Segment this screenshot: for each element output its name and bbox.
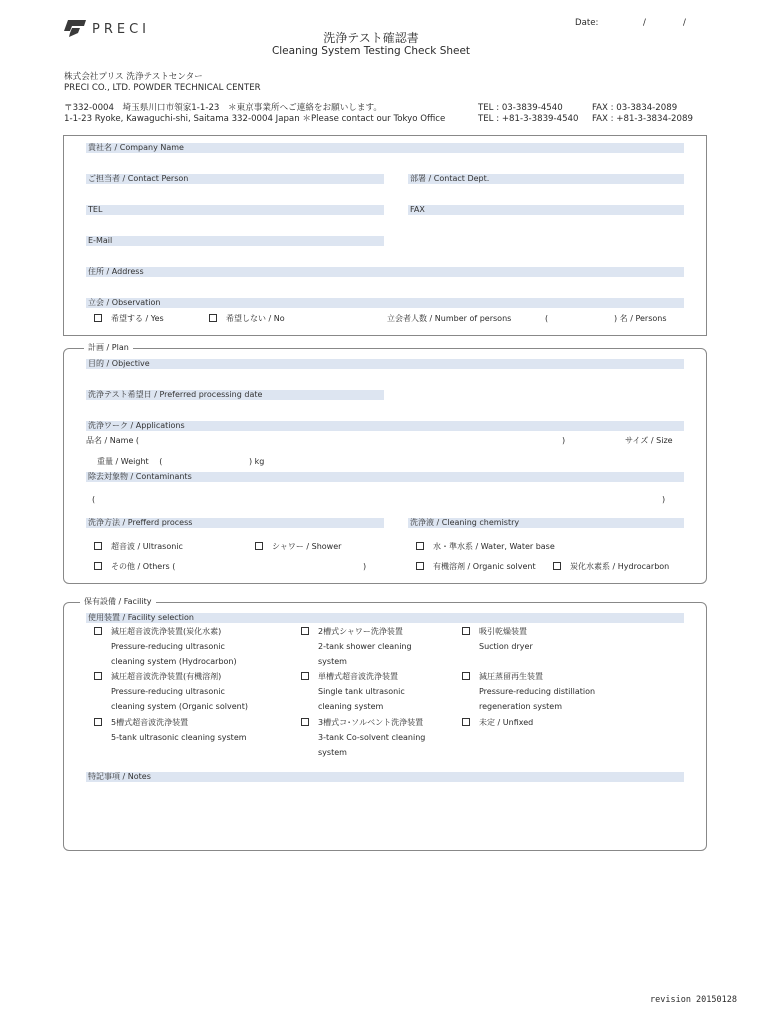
field-label: 除去対象物 / Contaminants <box>88 472 192 481</box>
water-checkbox[interactable] <box>416 542 555 552</box>
company-tel: TEL : 03-3839-4540 <box>478 103 563 113</box>
company-fax: FAX : 03-3834-2089 <box>592 103 678 113</box>
field-label: 立会 / Observation <box>88 298 161 307</box>
checkbox-label: 水・準水系 / Water, Water base <box>433 542 555 551</box>
facility-option-2tank-shower[interactable] <box>301 627 403 637</box>
preferred-date-field[interactable] <box>86 390 384 400</box>
facility-desc: 3-tank Co-solvent cleaning <box>318 733 426 742</box>
applications-header <box>86 421 684 431</box>
product-name-label: 品名 / Name ( <box>86 436 140 445</box>
fax-field[interactable] <box>408 205 684 215</box>
facility-desc: Pressure-reducing ultrasonic <box>111 687 225 696</box>
plan-legend: 計画 / Plan <box>84 343 133 353</box>
field-label: 住所 / Address <box>88 267 144 276</box>
checkbox-label: 2槽式シャワー洗浄装置 <box>318 627 403 636</box>
checkbox-icon <box>255 542 263 550</box>
facility-option-5tank-ultrasonic[interactable] <box>94 718 188 728</box>
checkbox-label: シャワー / Shower <box>272 542 342 551</box>
facility-option-distillation[interactable] <box>462 672 543 682</box>
facility-desc: cleaning system <box>318 702 384 711</box>
checkbox-icon <box>553 562 561 570</box>
facility-desc: Suction dryer <box>479 642 533 651</box>
facility-option-organic-ultrasonic[interactable] <box>94 672 221 682</box>
observation-no-checkbox[interactable] <box>209 314 285 324</box>
product-name-close: ) <box>562 436 566 445</box>
checkbox-icon <box>462 672 470 680</box>
checkbox-icon <box>94 542 102 550</box>
company-address-en: 1-1-23 Ryoke, Kawaguchi-shi, Saitama 332-0004 Japan ＊Please contact our Tokyo Office <box>64 114 446 124</box>
facility-desc: regeneration system <box>479 702 563 711</box>
ultrasonic-checkbox[interactable] <box>94 542 183 552</box>
date-separator: / <box>683 18 686 28</box>
attendees-label: 立会者人数 / Number of persons <box>387 314 512 323</box>
field-label: 洗浄ワーク / Applications <box>88 421 185 430</box>
facility-desc: system <box>318 748 347 757</box>
checkbox-icon <box>416 562 424 570</box>
checkbox-icon <box>462 627 470 635</box>
notes-field[interactable] <box>86 772 684 782</box>
checkbox-icon <box>94 562 102 570</box>
company-fax-intl: FAX : +81-3-3834-2089 <box>592 114 693 124</box>
observation-yes-checkbox[interactable] <box>94 314 164 324</box>
email-field[interactable] <box>86 236 384 246</box>
organic-solvent-checkbox[interactable] <box>416 562 536 572</box>
field-label: 洗浄テスト希望日 / Preferred processing date <box>88 390 263 399</box>
facility-selection-header <box>86 613 684 623</box>
contaminants-field[interactable] <box>86 472 684 482</box>
checkbox-label: 単槽式超音波洗浄装置 <box>318 672 398 681</box>
weight-close: ) kg <box>249 457 265 466</box>
facility-option-suction-dryer[interactable] <box>462 627 527 637</box>
contaminants-open: ( <box>92 495 96 504</box>
facility-desc: cleaning system (Hydrocarbon) <box>111 657 237 666</box>
facility-desc: 5-tank ultrasonic cleaning system <box>111 733 247 742</box>
contact-person-field[interactable] <box>86 174 384 184</box>
facility-desc: 2-tank shower cleaning <box>318 642 412 651</box>
field-label: TEL <box>88 205 103 214</box>
checkbox-label: 希望しない / No <box>226 314 285 323</box>
checkbox-label: その他 / Others ( <box>111 562 176 571</box>
facility-option-unfixed[interactable] <box>462 718 533 728</box>
checkbox-label: 未定 / Unfixed <box>479 718 534 727</box>
checkbox-icon <box>301 718 309 726</box>
facility-desc: Pressure-reducing ultrasonic <box>111 642 225 651</box>
checkbox-icon <box>462 718 470 726</box>
checkbox-icon <box>301 627 309 635</box>
field-label: E-Mail <box>88 236 113 245</box>
field-label: 使用装置 / Facility selection <box>88 613 194 622</box>
facility-option-3tank-cosolvent[interactable] <box>301 718 423 728</box>
field-label: 貴社名 / Company Name <box>88 143 184 152</box>
weight-label: 重量 / Weight ( <box>97 457 163 466</box>
checkbox-icon <box>209 314 217 322</box>
facility-option-single-tank-ultrasonic[interactable] <box>301 672 398 682</box>
page-title: 洗浄テスト確認書 <box>323 31 419 45</box>
facility-legend: 保有設備 / Facility <box>80 597 156 607</box>
size-label: サイズ / Size <box>625 436 673 445</box>
attendees-open-paren: ( <box>545 314 549 323</box>
logo-text: PRECI <box>92 22 150 37</box>
hydrocarbon-checkbox[interactable] <box>553 562 669 572</box>
checkbox-label: 減圧蒸留再生装置 <box>479 672 543 681</box>
checkbox-icon <box>94 627 102 635</box>
attendees-close-label: ) 名 / Persons <box>614 314 667 323</box>
checkbox-label: 5槽式超音波洗浄装置 <box>111 718 189 727</box>
checkbox-label: 吸引乾燥装置 <box>479 627 527 636</box>
company-name-field[interactable] <box>86 143 684 153</box>
objective-field[interactable] <box>86 359 684 369</box>
date-separator: / <box>643 18 646 28</box>
field-label: 特記事項 / Notes <box>88 772 151 781</box>
observation-header <box>86 298 684 308</box>
contact-dept-field[interactable] <box>408 174 684 184</box>
field-label: ご担当者 / Contact Person <box>88 174 189 183</box>
company-tel-intl: TEL : +81-3-3839-4540 <box>478 114 579 124</box>
facility-desc: cleaning system (Organic solvent) <box>111 702 248 711</box>
checkbox-icon <box>301 672 309 680</box>
company-name-en: PRECI CO., LTD. POWDER TECHNICAL CENTER <box>64 83 261 93</box>
field-label: 洗浄液 / Cleaning chemistry <box>410 518 520 527</box>
contaminants-close: ) <box>662 495 666 504</box>
shower-checkbox[interactable] <box>255 542 341 552</box>
chemistry-header <box>408 518 684 528</box>
date-label: Date: <box>575 18 599 28</box>
others-checkbox[interactable] <box>94 562 175 572</box>
company-address-ja: 〒332-0004 埼玉県川口市領家1-1-23 ＊東京事業所へご連絡をお願いします。 <box>64 103 382 113</box>
checkbox-icon <box>416 542 424 550</box>
facility-desc: Pressure-reducing distillation <box>479 687 596 696</box>
checkbox-icon <box>94 314 102 322</box>
others-close: ) <box>363 562 367 571</box>
checkbox-icon <box>94 672 102 680</box>
field-label: FAX <box>410 205 425 214</box>
checkbox-label: 有機溶剤 / Organic solvent <box>433 562 536 571</box>
facility-option-hydrocarbon-ultrasonic[interactable] <box>94 627 221 637</box>
checkbox-label: 減圧超音波洗浄装置(炭化水素) <box>111 627 222 636</box>
company-name-ja: 株式会社プリス 洗浄テストセンター <box>64 72 203 82</box>
facility-desc: system <box>318 657 347 666</box>
field-label: 目的 / Objective <box>88 359 150 368</box>
checkbox-label: 減圧超音波洗浄装置(有機溶剤) <box>111 672 222 681</box>
facility-desc: Single tank ultrasonic <box>318 687 405 696</box>
checkbox-icon <box>94 718 102 726</box>
checkbox-label: 希望する / Yes <box>111 314 164 323</box>
revision-label: revision 20150128 <box>650 995 737 1005</box>
address-field[interactable] <box>86 267 684 277</box>
checkbox-label: 炭化水素系 / Hydrocarbon <box>570 562 670 571</box>
checkbox-label: 3槽式コ･ソルベント洗浄装置 <box>318 718 424 727</box>
field-label: 部署 / Contact Dept. <box>410 174 490 183</box>
process-header <box>86 518 384 528</box>
checkbox-label: 超音波 / Ultrasonic <box>111 542 183 551</box>
page-subtitle: Cleaning System Testing Check Sheet <box>271 45 471 57</box>
field-label: 洗浄方法 / Prefferd process <box>88 518 193 527</box>
tel-field[interactable] <box>86 205 384 215</box>
